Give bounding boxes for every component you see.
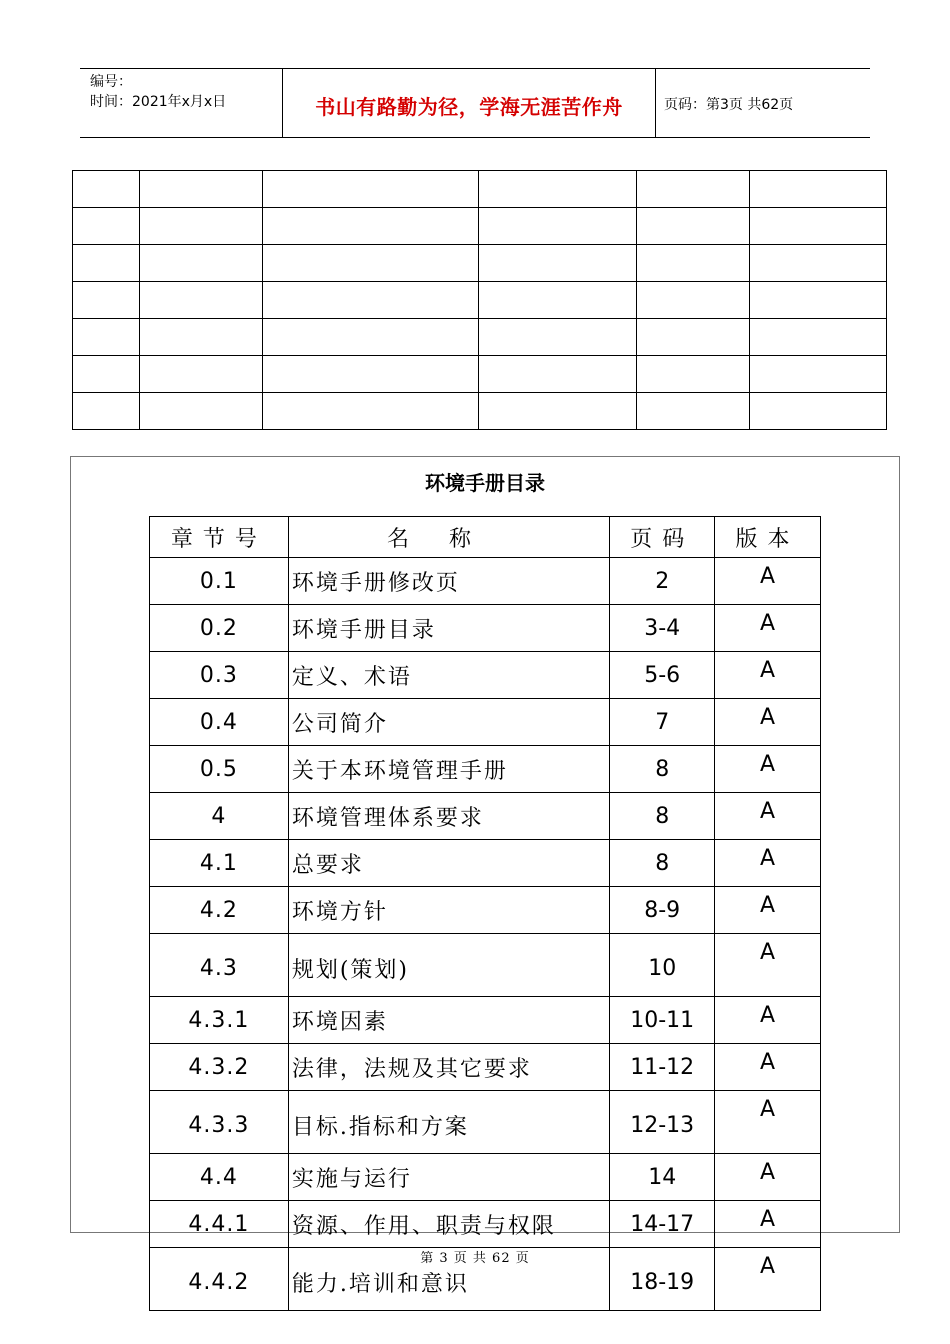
section-name: 能力.培训和意识 — [288, 1248, 609, 1311]
blank-cell — [637, 245, 750, 282]
page-range: 8 — [610, 793, 715, 840]
page-range: 10 — [610, 934, 715, 997]
blank-row — [73, 356, 887, 393]
header-motto: 书山有路勤为径，学海无涯苦作舟 — [315, 95, 623, 119]
contents-row — [150, 1044, 821, 1091]
blank-cell — [139, 208, 262, 245]
blank-cell — [637, 282, 750, 319]
version-code: A — [715, 840, 821, 887]
page-range: 18-19 — [610, 1248, 715, 1311]
section-name: 规划(策划) — [288, 934, 609, 997]
version-code: A — [715, 652, 821, 699]
blank-cell — [73, 356, 140, 393]
section-name: 环境因素 — [288, 997, 609, 1044]
blank-cell — [139, 319, 262, 356]
contents-row — [150, 997, 821, 1044]
blank-cell — [73, 282, 140, 319]
blank-cell — [262, 393, 479, 430]
section-name: 公司简介 — [288, 699, 609, 746]
blank-cell — [262, 356, 479, 393]
blank-cell — [73, 319, 140, 356]
blank-cell — [750, 393, 887, 430]
blank-cell — [139, 282, 262, 319]
section-number: 0.2 — [150, 605, 289, 652]
blank-cell — [750, 208, 887, 245]
version-code: A — [715, 934, 821, 997]
section-number: 4.3.1 — [150, 997, 289, 1044]
section-name: 关于本环境管理手册 — [288, 746, 609, 793]
contents-row — [150, 840, 821, 887]
section-name: 环境方针 — [288, 887, 609, 934]
page-range: 10-11 — [610, 997, 715, 1044]
page-range: 2 — [610, 558, 715, 605]
section-number: 4.3.2 — [150, 1044, 289, 1091]
blank-revision-table — [72, 170, 887, 430]
version-code: A — [715, 558, 821, 605]
section-name: 定义、术语 — [288, 652, 609, 699]
blank-cell — [750, 245, 887, 282]
section-number: 4.3.3 — [150, 1091, 289, 1154]
column-header-page: 页码 — [610, 517, 715, 558]
blank-cell — [750, 171, 887, 208]
blank-cell — [139, 171, 262, 208]
blank-cell — [139, 393, 262, 430]
section-number: 0.3 — [150, 652, 289, 699]
blank-cell — [262, 319, 479, 356]
contents-row — [150, 1201, 821, 1248]
version-code: A — [715, 605, 821, 652]
blank-cell — [73, 393, 140, 430]
blank-cell — [750, 282, 887, 319]
blank-cell — [262, 171, 479, 208]
blank-cell — [139, 245, 262, 282]
version-code: A — [715, 746, 821, 793]
blank-cell — [479, 282, 637, 319]
contents-row — [150, 652, 821, 699]
section-name: 环境管理体系要求 — [288, 793, 609, 840]
blank-cell — [479, 208, 637, 245]
header-page-label: 页码：第3页 共62页 — [664, 97, 794, 113]
section-number: 4.1 — [150, 840, 289, 887]
blank-cell — [750, 319, 887, 356]
blank-cell — [262, 208, 479, 245]
blank-cell — [479, 171, 637, 208]
blank-cell — [73, 208, 140, 245]
section-number: 4.4.2 — [150, 1248, 289, 1311]
blank-row — [73, 245, 887, 282]
section-number: 4.2 — [150, 887, 289, 934]
header-meta-cell — [80, 69, 283, 137]
version-code: A — [715, 793, 821, 840]
version-code: A — [715, 997, 821, 1044]
blank-cell — [73, 171, 140, 208]
page-range: 8-9 — [610, 887, 715, 934]
blank-cell — [637, 356, 750, 393]
page-range: 7 — [610, 699, 715, 746]
version-code: A — [715, 1091, 821, 1154]
version-code: A — [715, 1154, 821, 1201]
section-number: 4.4 — [150, 1154, 289, 1201]
section-name: 环境手册修改页 — [288, 558, 609, 605]
page-footer: 第 3 页 共 62 页 — [420, 1251, 530, 1266]
page-range: 14-17 — [610, 1201, 715, 1248]
contents-row — [150, 746, 821, 793]
blank-cell — [479, 356, 637, 393]
contents-header-row — [150, 517, 821, 558]
contents-row — [150, 1154, 821, 1201]
version-code: A — [715, 699, 821, 746]
blank-cell — [73, 245, 140, 282]
column-header-version: 版本 — [715, 517, 821, 558]
page-range: 5-6 — [610, 652, 715, 699]
blank-cell — [479, 393, 637, 430]
blank-row — [73, 282, 887, 319]
version-code: A — [715, 1044, 821, 1091]
section-name: 实施与运行 — [288, 1154, 609, 1201]
blank-row — [73, 393, 887, 430]
section-number: 0.4 — [150, 699, 289, 746]
document-time-label: 时间：2021年x月x日 — [90, 94, 227, 110]
section-number: 4.3 — [150, 934, 289, 997]
blank-cell — [139, 356, 262, 393]
version-code: A — [715, 887, 821, 934]
header-page-cell — [656, 69, 870, 137]
document-header — [80, 68, 870, 138]
blank-cell — [750, 356, 887, 393]
column-header-name: 名称 — [288, 517, 609, 558]
blank-cell — [637, 393, 750, 430]
column-header-section: 章节号 — [150, 517, 289, 558]
version-code: A — [715, 1201, 821, 1248]
contents-table — [149, 516, 821, 1311]
page-range: 3-4 — [610, 605, 715, 652]
blank-row — [73, 171, 887, 208]
contents-row — [150, 558, 821, 605]
contents-title: 环境手册目录 — [425, 471, 545, 495]
document-number-label: 编号： — [90, 74, 132, 90]
section-name: 总要求 — [288, 840, 609, 887]
section-number: 0.5 — [150, 746, 289, 793]
section-number: 0.1 — [150, 558, 289, 605]
blank-cell — [637, 208, 750, 245]
blank-cell — [637, 319, 750, 356]
contents-row — [150, 934, 821, 997]
version-code: A — [715, 1248, 821, 1311]
page-range: 8 — [610, 746, 715, 793]
section-name: 资源、作用、职责与权限 — [288, 1201, 609, 1248]
contents-row — [150, 793, 821, 840]
section-name: 法律，法规及其它要求 — [288, 1044, 609, 1091]
contents-row — [150, 699, 821, 746]
blank-cell — [262, 282, 479, 319]
contents-row — [150, 887, 821, 934]
blank-row — [73, 319, 887, 356]
blank-cell — [479, 245, 637, 282]
contents-row — [150, 605, 821, 652]
blank-cell — [262, 245, 479, 282]
section-name: 环境手册目录 — [288, 605, 609, 652]
section-name: 目标.指标和方案 — [288, 1091, 609, 1154]
blank-cell — [637, 171, 750, 208]
section-number: 4.4.1 — [150, 1201, 289, 1248]
page-range: 12-13 — [610, 1091, 715, 1154]
page-range: 14 — [610, 1154, 715, 1201]
page-range: 11-12 — [610, 1044, 715, 1091]
blank-cell — [479, 319, 637, 356]
blank-row — [73, 208, 887, 245]
header-motto-cell — [283, 69, 656, 137]
page-range: 8 — [610, 840, 715, 887]
contents-row — [150, 1091, 821, 1154]
section-number: 4 — [150, 793, 289, 840]
